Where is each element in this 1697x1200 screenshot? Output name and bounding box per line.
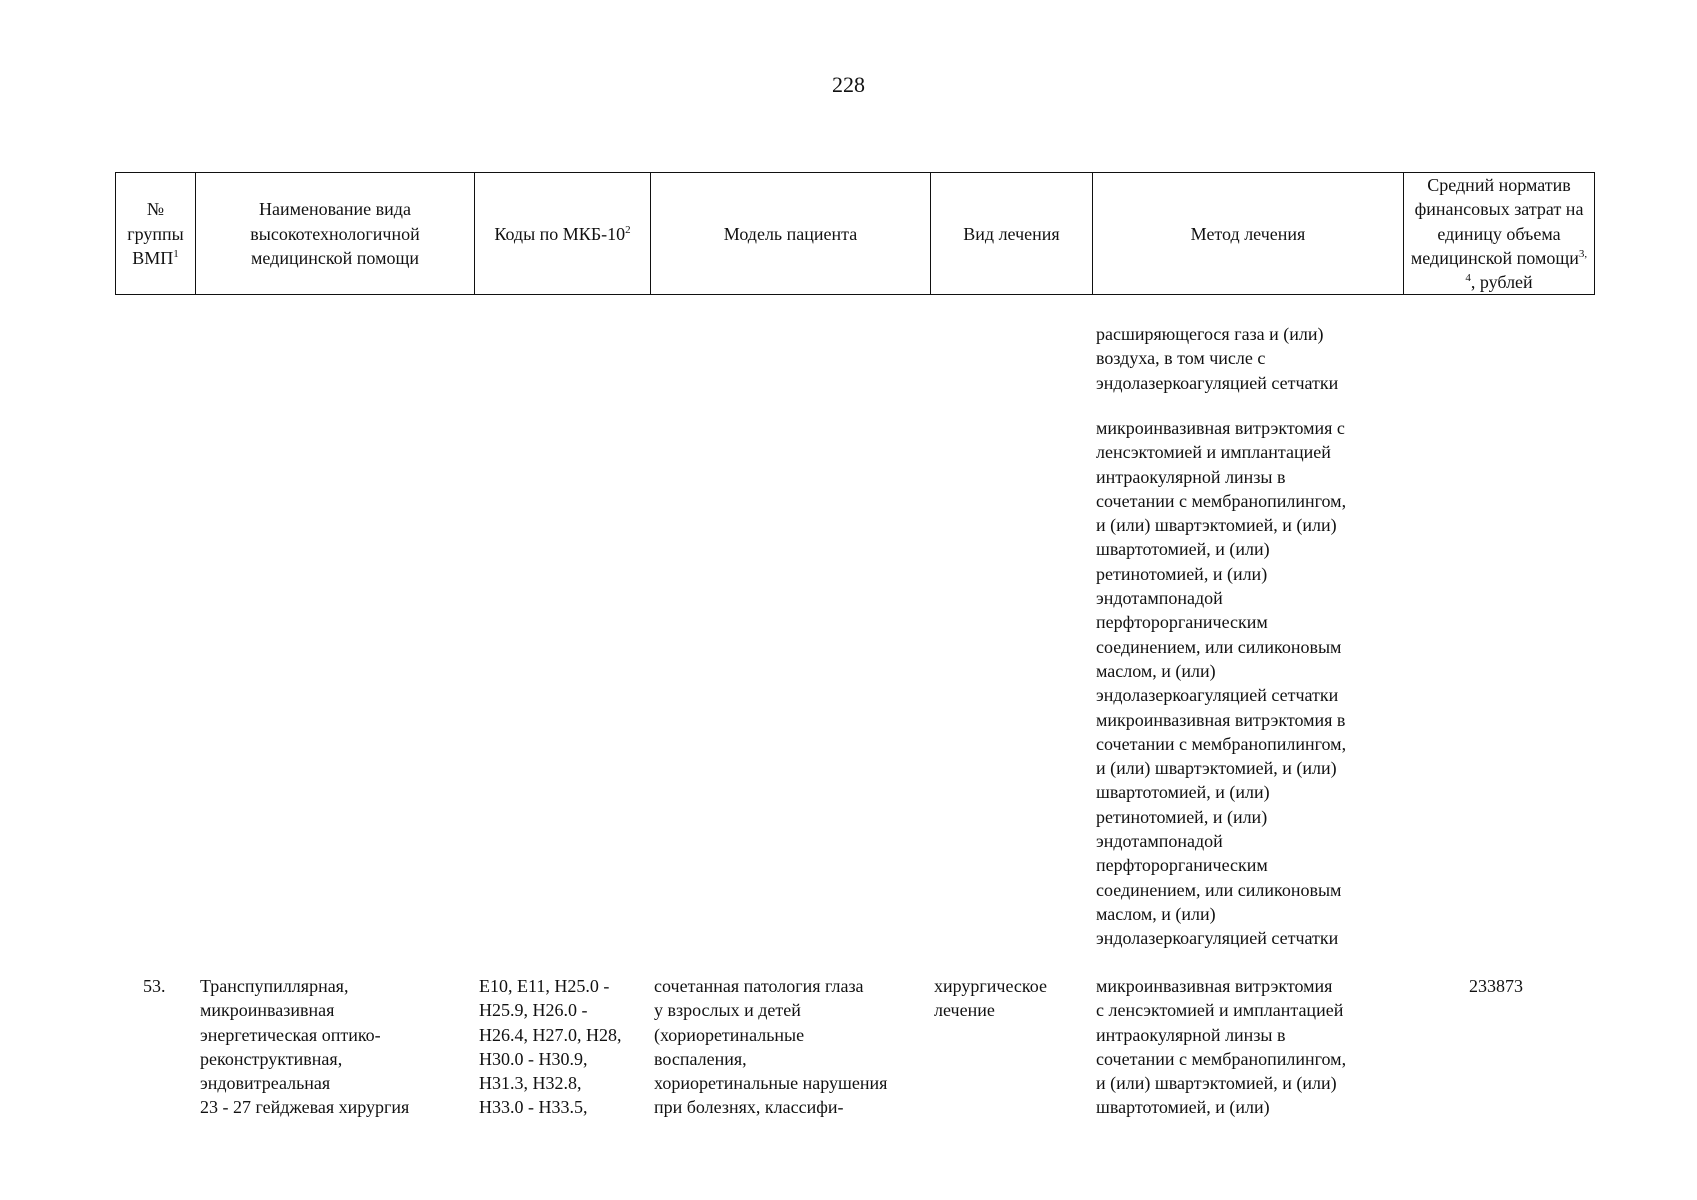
- row-53-treatment-method: микроинвазивная витрэктомия с ленсэктомией и имплантацией интраокулярной линзы в сочетании с мембранопилингом, и (или) швартэктомией, и (или) швартотомией, и (или): [1096, 976, 1347, 1118]
- header-treatment-method: Метод лечения: [1093, 173, 1404, 295]
- row-53-icd-codes: E10, E11, H25.0 - H25.9, H26.0 - H26.4, H27.0, H28, H30.0 - H30.9, H31.3, H32.8, H33.0 - H33.5,: [479, 976, 622, 1118]
- row-53-care-type-name: Транспупиллярная, микроинвазивная энергетическая оптико- реконструктивная, эндовитреальная 23 - 27 гейджевая хирургия: [200, 976, 410, 1118]
- header-group-number: № группы ВМП$^1$: [116, 173, 196, 295]
- header-average-cost: Средний норматив финансовых затрат на единицу объема медицинской помощи$^{3, 4}$, рублей: [1404, 173, 1595, 295]
- header-treatment-type: Вид лечения: [931, 173, 1093, 295]
- header-care-type-name: Наименование вида высокотехнологичной медицинской помощи: [196, 173, 475, 295]
- header-patient-model: Модель пациента: [651, 173, 931, 295]
- page-number: 228: [832, 72, 865, 97]
- method-continuation-text: расширяющегося газа и (или) воздуха, в том числе с эндолазеркоагуляцией сетчатки: [1096, 324, 1339, 393]
- row-53-average-cost: 233873: [1469, 976, 1523, 996]
- row-53-treatment-type: хирургическое лечение: [934, 976, 1047, 1021]
- row-53-number: 53.: [143, 976, 166, 996]
- header-icd-codes: Коды по МКБ-$10^2$: [475, 173, 651, 295]
- row-53-patient-model: сочетанная патология глаза у взрослых и детей (хориоретинальные воспаления, хориоретинальные нарушения при болезнях, классифи-: [654, 976, 888, 1118]
- table-header: [115, 172, 1595, 295]
- method-continuation-list: микроинвазивная витрэктомия с ленсэктомией и имплантацией интраокулярной линзы в сочетании с мембранопилингом, и (или) швартэктомией, и (или) швартотомией, и (или) ретинотомией, и (или) эндотампонадой перфторорганическим соединением, или силиконовым маслом, и (или) эндолазеркоагуляцией сетчатки микроинвазивная витрэктомия в сочетании с мембранопилингом, и (или) швартэктомией, и (или) швартотомией, и (или) ретинотомией, и (или) эндотампонадой перфторорганическим соединением, или силиконовым маслом, и (или) эндолазеркоагуляцией сетчатки: [1096, 418, 1347, 949]
